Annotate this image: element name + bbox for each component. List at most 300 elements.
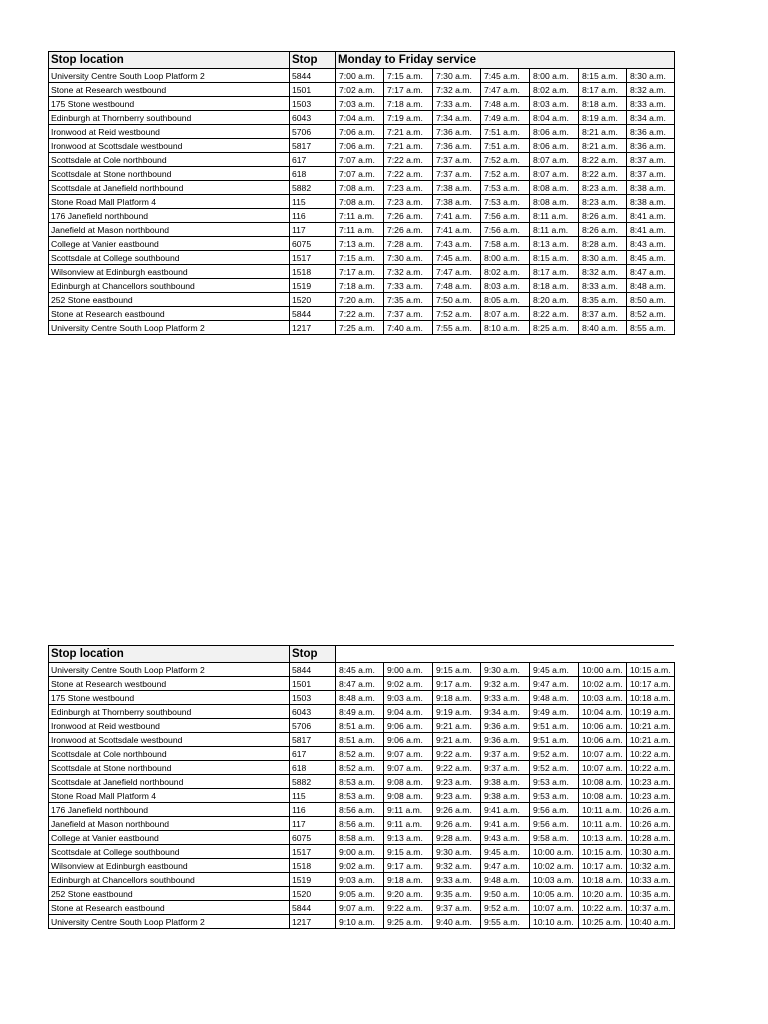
departure-time-cell: 8:32 a.m. (579, 265, 627, 279)
departure-time-cell: 10:26 a.m. (627, 803, 675, 817)
stop-location-cell: 175 Stone westbound (49, 691, 290, 705)
departure-time-cell: 7:07 a.m. (336, 153, 384, 167)
table-row (49, 761, 675, 775)
table-row (49, 803, 675, 817)
departure-time-cell: 8:00 a.m. (530, 69, 579, 83)
stop-location-cell: College at Vanier eastbound (49, 831, 290, 845)
table-row (49, 167, 675, 181)
departure-time-cell: 8:49 a.m. (336, 705, 384, 719)
stop-number-cell: 1520 (290, 887, 336, 901)
departure-time-cell: 9:11 a.m. (384, 803, 433, 817)
stop-location-cell: University Centre South Loop Platform 2 (49, 663, 290, 677)
stop-number-cell: 1501 (290, 677, 336, 691)
departure-time-cell: 7:26 a.m. (384, 223, 433, 237)
departure-time-cell: 7:48 a.m. (433, 279, 481, 293)
stop-number-cell: 1503 (290, 691, 336, 705)
departure-time-cell: 7:50 a.m. (433, 293, 481, 307)
departure-time-cell: 8:37 a.m. (627, 153, 675, 167)
departure-time-cell: 10:30 a.m. (627, 845, 675, 859)
stop-location-cell: Scottsdale at Janefield northbound (49, 775, 290, 789)
table-row (49, 677, 675, 691)
stop-location-cell: University Centre South Loop Platform 2 (49, 915, 290, 929)
departure-time-cell: 8:45 a.m. (627, 251, 675, 265)
stop-number-cell: 5844 (290, 69, 336, 83)
departure-time-cell: 7:22 a.m. (336, 307, 384, 321)
departure-time-cell: 8:17 a.m. (579, 83, 627, 97)
departure-time-cell: 9:37 a.m. (481, 761, 530, 775)
departure-time-cell: 9:51 a.m. (530, 719, 579, 733)
departure-time-cell: 7:06 a.m. (336, 125, 384, 139)
departure-time-cell: 7:38 a.m. (433, 181, 481, 195)
departure-time-cell: 9:22 a.m. (433, 761, 481, 775)
departure-time-cell: 9:23 a.m. (433, 775, 481, 789)
departure-time-cell: 8:52 a.m. (336, 761, 384, 775)
departure-time-cell: 8:55 a.m. (627, 321, 675, 335)
stop-location-cell: Janefield at Mason northbound (49, 817, 290, 831)
table-row (49, 307, 675, 321)
departure-time-cell: 7:19 a.m. (384, 111, 433, 125)
departure-time-cell: 9:06 a.m. (384, 733, 433, 747)
stop-number-cell: 115 (290, 789, 336, 803)
departure-time-cell: 10:03 a.m. (579, 691, 627, 705)
departure-time-cell: 9:17 a.m. (433, 677, 481, 691)
stop-location-cell: Ironwood at Scottsdale westbound (49, 733, 290, 747)
table-row (49, 915, 675, 929)
stop-number-cell: 1519 (290, 279, 336, 293)
departure-time-cell: 8:40 a.m. (579, 321, 627, 335)
departure-time-cell: 7:41 a.m. (433, 223, 481, 237)
departure-time-cell: 7:47 a.m. (481, 83, 530, 97)
table-row (49, 209, 675, 223)
departure-time-cell: 9:45 a.m. (481, 845, 530, 859)
departure-time-cell: 8:53 a.m. (336, 789, 384, 803)
departure-time-cell: 8:23 a.m. (579, 181, 627, 195)
departure-time-cell: 8:47 a.m. (627, 265, 675, 279)
stop-location-cell: Stone Road Mall Platform 4 (49, 789, 290, 803)
departure-time-cell: 9:55 a.m. (481, 915, 530, 929)
departure-time-cell: 9:47 a.m. (481, 859, 530, 873)
departure-time-cell: 9:03 a.m. (384, 691, 433, 705)
departure-time-cell: 9:48 a.m. (481, 873, 530, 887)
departure-time-cell: 9:18 a.m. (433, 691, 481, 705)
departure-time-cell: 10:02 a.m. (579, 677, 627, 691)
departure-time-cell: 8:48 a.m. (336, 691, 384, 705)
departure-time-cell: 7:30 a.m. (433, 69, 481, 83)
departure-time-cell: 8:26 a.m. (579, 223, 627, 237)
departure-time-cell: 8:22 a.m. (579, 153, 627, 167)
departure-time-cell: 10:08 a.m. (579, 789, 627, 803)
table-row (49, 83, 675, 97)
stop-number-cell: 6075 (290, 237, 336, 251)
departure-time-cell: 8:05 a.m. (481, 293, 530, 307)
departure-time-cell: 9:32 a.m. (481, 677, 530, 691)
departure-time-cell: 8:32 a.m. (627, 83, 675, 97)
stop-number-cell: 5882 (290, 181, 336, 195)
stop-number-cell: 1217 (290, 915, 336, 929)
service-header (336, 646, 675, 663)
departure-time-cell: 8:06 a.m. (530, 139, 579, 153)
departure-time-cell: 10:10 a.m. (530, 915, 579, 929)
stop-location-header: Stop location (49, 646, 290, 663)
table-row (49, 237, 675, 251)
stop-number-cell: 5844 (290, 307, 336, 321)
departure-time-cell: 8:58 a.m. (336, 831, 384, 845)
departure-time-cell: 9:32 a.m. (433, 859, 481, 873)
departure-time-cell: 7:11 a.m. (336, 223, 384, 237)
stop-number-cell: 6075 (290, 831, 336, 845)
departure-time-cell: 7:13 a.m. (336, 237, 384, 251)
stop-number-cell: 117 (290, 223, 336, 237)
stop-number-cell: 1518 (290, 859, 336, 873)
departure-time-cell: 10:25 a.m. (579, 915, 627, 929)
departure-time-cell: 10:21 a.m. (627, 733, 675, 747)
departure-time-cell: 8:08 a.m. (530, 181, 579, 195)
stop-location-cell: University Centre South Loop Platform 2 (49, 69, 290, 83)
departure-time-cell: 9:37 a.m. (481, 747, 530, 761)
departure-time-cell: 7:58 a.m. (481, 237, 530, 251)
stop-number-cell: 5706 (290, 719, 336, 733)
departure-time-cell: 8:11 a.m. (530, 209, 579, 223)
departure-time-cell: 8:52 a.m. (336, 747, 384, 761)
stop-number-cell: 6043 (290, 705, 336, 719)
departure-time-cell: 9:45 a.m. (530, 663, 579, 677)
table-row (49, 817, 675, 831)
schedule-table-late-morning (48, 645, 675, 929)
departure-time-cell: 9:26 a.m. (433, 817, 481, 831)
stop-location-cell: Janefield at Mason northbound (49, 223, 290, 237)
departure-time-cell: 7:52 a.m. (433, 307, 481, 321)
departure-time-cell: 8:28 a.m. (579, 237, 627, 251)
stop-location-cell: Ironwood at Reid westbound (49, 125, 290, 139)
departure-time-cell: 7:18 a.m. (384, 97, 433, 111)
table-row (49, 279, 675, 293)
departure-time-cell: 8:52 a.m. (627, 307, 675, 321)
stop-location-cell: Ironwood at Scottsdale westbound (49, 139, 290, 153)
departure-time-cell: 7:22 a.m. (384, 167, 433, 181)
stop-location-cell: Stone at Research westbound (49, 677, 290, 691)
stop-location-cell: College at Vanier eastbound (49, 237, 290, 251)
departure-time-cell: 8:13 a.m. (530, 237, 579, 251)
departure-time-cell: 7:35 a.m. (384, 293, 433, 307)
departure-time-cell: 8:36 a.m. (627, 139, 675, 153)
departure-time-cell: 9:15 a.m. (433, 663, 481, 677)
departure-time-cell: 9:36 a.m. (481, 733, 530, 747)
departure-time-cell: 9:41 a.m. (481, 817, 530, 831)
table-row (49, 887, 675, 901)
departure-time-cell: 7:08 a.m. (336, 181, 384, 195)
stop-location-cell: Stone at Research eastbound (49, 901, 290, 915)
departure-time-cell: 7:40 a.m. (384, 321, 433, 335)
departure-time-cell: 8:37 a.m. (627, 167, 675, 181)
departure-time-cell: 9:22 a.m. (433, 747, 481, 761)
stop-number-cell: 1503 (290, 97, 336, 111)
departure-time-cell: 8:51 a.m. (336, 733, 384, 747)
stop-number-cell: 6043 (290, 111, 336, 125)
stop-location-cell: Scottsdale at Janefield northbound (49, 181, 290, 195)
stop-location-cell: Scottsdale at College southbound (49, 251, 290, 265)
departure-time-cell: 9:00 a.m. (336, 845, 384, 859)
departure-time-cell: 7:21 a.m. (384, 139, 433, 153)
departure-time-cell: 8:38 a.m. (627, 195, 675, 209)
stop-number-cell: 116 (290, 803, 336, 817)
departure-time-cell: 7:25 a.m. (336, 321, 384, 335)
departure-time-cell: 9:02 a.m. (384, 677, 433, 691)
departure-time-cell: 9:53 a.m. (530, 789, 579, 803)
stop-number-cell: 115 (290, 195, 336, 209)
stop-location-cell: Scottsdale at Stone northbound (49, 167, 290, 181)
departure-time-cell: 9:41 a.m. (481, 803, 530, 817)
departure-time-cell: 7:55 a.m. (433, 321, 481, 335)
departure-time-cell: 9:48 a.m. (530, 691, 579, 705)
departure-time-cell: 9:52 a.m. (530, 761, 579, 775)
departure-time-cell: 9:34 a.m. (481, 705, 530, 719)
departure-time-cell: 10:05 a.m. (530, 887, 579, 901)
departure-time-cell: 8:38 a.m. (627, 181, 675, 195)
departure-time-cell: 8:21 a.m. (579, 139, 627, 153)
departure-time-cell: 9:33 a.m. (433, 873, 481, 887)
departure-time-cell: 7:02 a.m. (336, 83, 384, 97)
service-header: Monday to Friday service (336, 52, 675, 69)
stop-location-cell: Wilsonview at Edinburgh eastbound (49, 265, 290, 279)
departure-time-cell: 10:03 a.m. (530, 873, 579, 887)
departure-time-cell: 10:07 a.m. (579, 747, 627, 761)
stop-number-cell: 617 (290, 747, 336, 761)
departure-time-cell: 8:02 a.m. (481, 265, 530, 279)
stop-number-header: Stop (290, 646, 336, 663)
departure-time-cell: 8:10 a.m. (481, 321, 530, 335)
departure-time-cell: 9:25 a.m. (384, 915, 433, 929)
stop-location-cell: Stone Road Mall Platform 4 (49, 195, 290, 209)
departure-time-cell: 10:32 a.m. (627, 859, 675, 873)
departure-time-cell: 10:37 a.m. (627, 901, 675, 915)
stop-number-cell: 5844 (290, 663, 336, 677)
departure-time-cell: 9:36 a.m. (481, 719, 530, 733)
stop-location-cell: Scottsdale at College southbound (49, 845, 290, 859)
departure-time-cell: 9:13 a.m. (384, 831, 433, 845)
stop-number-cell: 617 (290, 153, 336, 167)
table-row (49, 321, 675, 335)
departure-time-cell: 8:21 a.m. (579, 125, 627, 139)
table-row (49, 153, 675, 167)
departure-time-cell: 9:21 a.m. (433, 719, 481, 733)
stop-location-cell: Scottsdale at Cole northbound (49, 153, 290, 167)
stop-location-cell: 252 Stone eastbound (49, 887, 290, 901)
stop-number-cell: 618 (290, 761, 336, 775)
departure-time-cell: 10:04 a.m. (579, 705, 627, 719)
departure-time-cell: 9:28 a.m. (433, 831, 481, 845)
departure-time-cell: 9:33 a.m. (481, 691, 530, 705)
stop-location-cell: Edinburgh at Chancellors southbound (49, 873, 290, 887)
table-row (49, 139, 675, 153)
departure-time-cell: 9:56 a.m. (530, 817, 579, 831)
stop-number-cell: 5817 (290, 139, 336, 153)
departure-time-cell: 9:52 a.m. (530, 747, 579, 761)
departure-time-cell: 9:51 a.m. (530, 733, 579, 747)
departure-time-cell: 7:41 a.m. (433, 209, 481, 223)
departure-time-cell: 8:22 a.m. (579, 167, 627, 181)
departure-time-cell: 7:47 a.m. (433, 265, 481, 279)
table-row (49, 859, 675, 873)
table-row (49, 265, 675, 279)
schedule-table-morning (48, 51, 675, 335)
departure-time-cell: 9:38 a.m. (481, 789, 530, 803)
departure-time-cell: 8:56 a.m. (336, 803, 384, 817)
departure-time-cell: 8:51 a.m. (336, 719, 384, 733)
stop-location-cell: Stone at Research westbound (49, 83, 290, 97)
header-row (49, 646, 675, 663)
table-row (49, 705, 675, 719)
departure-time-cell: 7:56 a.m. (481, 209, 530, 223)
departure-time-cell: 10:11 a.m. (579, 817, 627, 831)
stop-location-cell: 252 Stone eastbound (49, 293, 290, 307)
table-row (49, 663, 675, 677)
departure-time-cell: 7:17 a.m. (384, 83, 433, 97)
departure-time-cell: 10:22 a.m. (627, 747, 675, 761)
departure-time-cell: 9:06 a.m. (384, 719, 433, 733)
table-row (49, 719, 675, 733)
stop-number-cell: 1517 (290, 251, 336, 265)
departure-time-cell: 9:08 a.m. (384, 789, 433, 803)
departure-time-cell: 7:18 a.m. (336, 279, 384, 293)
departure-time-cell: 7:52 a.m. (481, 153, 530, 167)
departure-time-cell: 10:26 a.m. (627, 817, 675, 831)
stop-number-cell: 5844 (290, 901, 336, 915)
departure-time-cell: 7:23 a.m. (384, 181, 433, 195)
departure-time-cell: 7:53 a.m. (481, 195, 530, 209)
stop-number-cell: 5706 (290, 125, 336, 139)
departure-time-cell: 10:20 a.m. (579, 887, 627, 901)
departure-time-cell: 9:17 a.m. (384, 859, 433, 873)
departure-time-cell: 9:58 a.m. (530, 831, 579, 845)
departure-time-cell: 10:21 a.m. (627, 719, 675, 733)
stop-number-cell: 117 (290, 817, 336, 831)
table-row (49, 97, 675, 111)
departure-time-cell: 10:18 a.m. (579, 873, 627, 887)
departure-time-cell: 7:49 a.m. (481, 111, 530, 125)
departure-time-cell: 9:50 a.m. (481, 887, 530, 901)
stop-number-cell: 1520 (290, 293, 336, 307)
stop-location-cell: Stone at Research eastbound (49, 307, 290, 321)
table-row (49, 195, 675, 209)
departure-time-cell: 8:00 a.m. (481, 251, 530, 265)
departure-time-cell: 8:07 a.m. (530, 167, 579, 181)
departure-time-cell: 9:53 a.m. (530, 775, 579, 789)
departure-time-cell: 9:20 a.m. (384, 887, 433, 901)
departure-time-cell: 8:03 a.m. (481, 279, 530, 293)
departure-time-cell: 8:06 a.m. (530, 125, 579, 139)
departure-time-cell: 9:07 a.m. (384, 761, 433, 775)
departure-time-cell: 10:07 a.m. (579, 761, 627, 775)
departure-time-cell: 7:51 a.m. (481, 125, 530, 139)
departure-time-cell: 9:18 a.m. (384, 873, 433, 887)
departure-time-cell: 9:43 a.m. (481, 831, 530, 845)
departure-time-cell: 7:08 a.m. (336, 195, 384, 209)
departure-time-cell: 7:30 a.m. (384, 251, 433, 265)
table-row (49, 747, 675, 761)
stop-location-cell: Edinburgh at Thornberry southbound (49, 111, 290, 125)
departure-time-cell: 9:23 a.m. (433, 789, 481, 803)
departure-time-cell: 10:35 a.m. (627, 887, 675, 901)
departure-time-cell: 9:11 a.m. (384, 817, 433, 831)
departure-time-cell: 7:52 a.m. (481, 167, 530, 181)
stop-number-cell: 5882 (290, 775, 336, 789)
departure-time-cell: 9:07 a.m. (384, 747, 433, 761)
departure-time-cell: 7:07 a.m. (336, 167, 384, 181)
departure-time-cell: 8:34 a.m. (627, 111, 675, 125)
departure-time-cell: 10:23 a.m. (627, 789, 675, 803)
stop-number-cell: 1217 (290, 321, 336, 335)
departure-time-cell: 9:40 a.m. (433, 915, 481, 929)
departure-time-cell: 10:15 a.m. (627, 663, 675, 677)
stop-location-cell: Ironwood at Reid westbound (49, 719, 290, 733)
departure-time-cell: 9:35 a.m. (433, 887, 481, 901)
departure-time-cell: 8:48 a.m. (627, 279, 675, 293)
departure-time-cell: 7:51 a.m. (481, 139, 530, 153)
stop-location-cell: Edinburgh at Thornberry southbound (49, 705, 290, 719)
departure-time-cell: 9:21 a.m. (433, 733, 481, 747)
stop-number-cell: 1519 (290, 873, 336, 887)
departure-time-cell: 7:32 a.m. (384, 265, 433, 279)
departure-time-cell: 9:52 a.m. (481, 901, 530, 915)
table-row (49, 733, 675, 747)
departure-time-cell: 8:18 a.m. (579, 97, 627, 111)
table-row (49, 831, 675, 845)
departure-time-cell: 7:36 a.m. (433, 125, 481, 139)
departure-time-cell: 9:19 a.m. (433, 705, 481, 719)
stop-location-cell: Edinburgh at Chancellors southbound (49, 279, 290, 293)
departure-time-cell: 9:26 a.m. (433, 803, 481, 817)
departure-time-cell: 9:03 a.m. (336, 873, 384, 887)
departure-time-cell: 8:35 a.m. (579, 293, 627, 307)
departure-time-cell: 10:00 a.m. (579, 663, 627, 677)
departure-time-cell: 10:18 a.m. (627, 691, 675, 705)
departure-time-cell: 8:19 a.m. (579, 111, 627, 125)
departure-time-cell: 8:50 a.m. (627, 293, 675, 307)
departure-time-cell: 7:34 a.m. (433, 111, 481, 125)
stop-number-cell: 1501 (290, 83, 336, 97)
table-row (49, 181, 675, 195)
departure-time-cell: 9:47 a.m. (530, 677, 579, 691)
departure-time-cell: 8:53 a.m. (336, 775, 384, 789)
departure-time-cell: 8:20 a.m. (530, 293, 579, 307)
departure-time-cell: 8:30 a.m. (579, 251, 627, 265)
departure-time-cell: 8:07 a.m. (481, 307, 530, 321)
table-row (49, 251, 675, 265)
departure-time-cell: 9:38 a.m. (481, 775, 530, 789)
departure-time-cell: 10:28 a.m. (627, 831, 675, 845)
departure-time-cell: 8:33 a.m. (627, 97, 675, 111)
departure-time-cell: 7:17 a.m. (336, 265, 384, 279)
departure-time-cell: 9:04 a.m. (384, 705, 433, 719)
departure-time-cell: 9:37 a.m. (433, 901, 481, 915)
departure-time-cell: 10:07 a.m. (530, 901, 579, 915)
departure-time-cell: 9:05 a.m. (336, 887, 384, 901)
stop-location-header: Stop location (49, 52, 290, 69)
departure-time-cell: 10:23 a.m. (627, 775, 675, 789)
table-row (49, 69, 675, 83)
departure-time-cell: 7:32 a.m. (433, 83, 481, 97)
departure-time-cell: 7:15 a.m. (336, 251, 384, 265)
stop-number-cell: 1518 (290, 265, 336, 279)
departure-time-cell: 10:02 a.m. (530, 859, 579, 873)
departure-time-cell: 10:08 a.m. (579, 775, 627, 789)
departure-time-cell: 7:37 a.m. (384, 307, 433, 321)
departure-time-cell: 7:04 a.m. (336, 111, 384, 125)
departure-time-cell: 9:10 a.m. (336, 915, 384, 929)
stop-number-cell: 618 (290, 167, 336, 181)
departure-time-cell: 8:11 a.m. (530, 223, 579, 237)
departure-time-cell: 7:06 a.m. (336, 139, 384, 153)
